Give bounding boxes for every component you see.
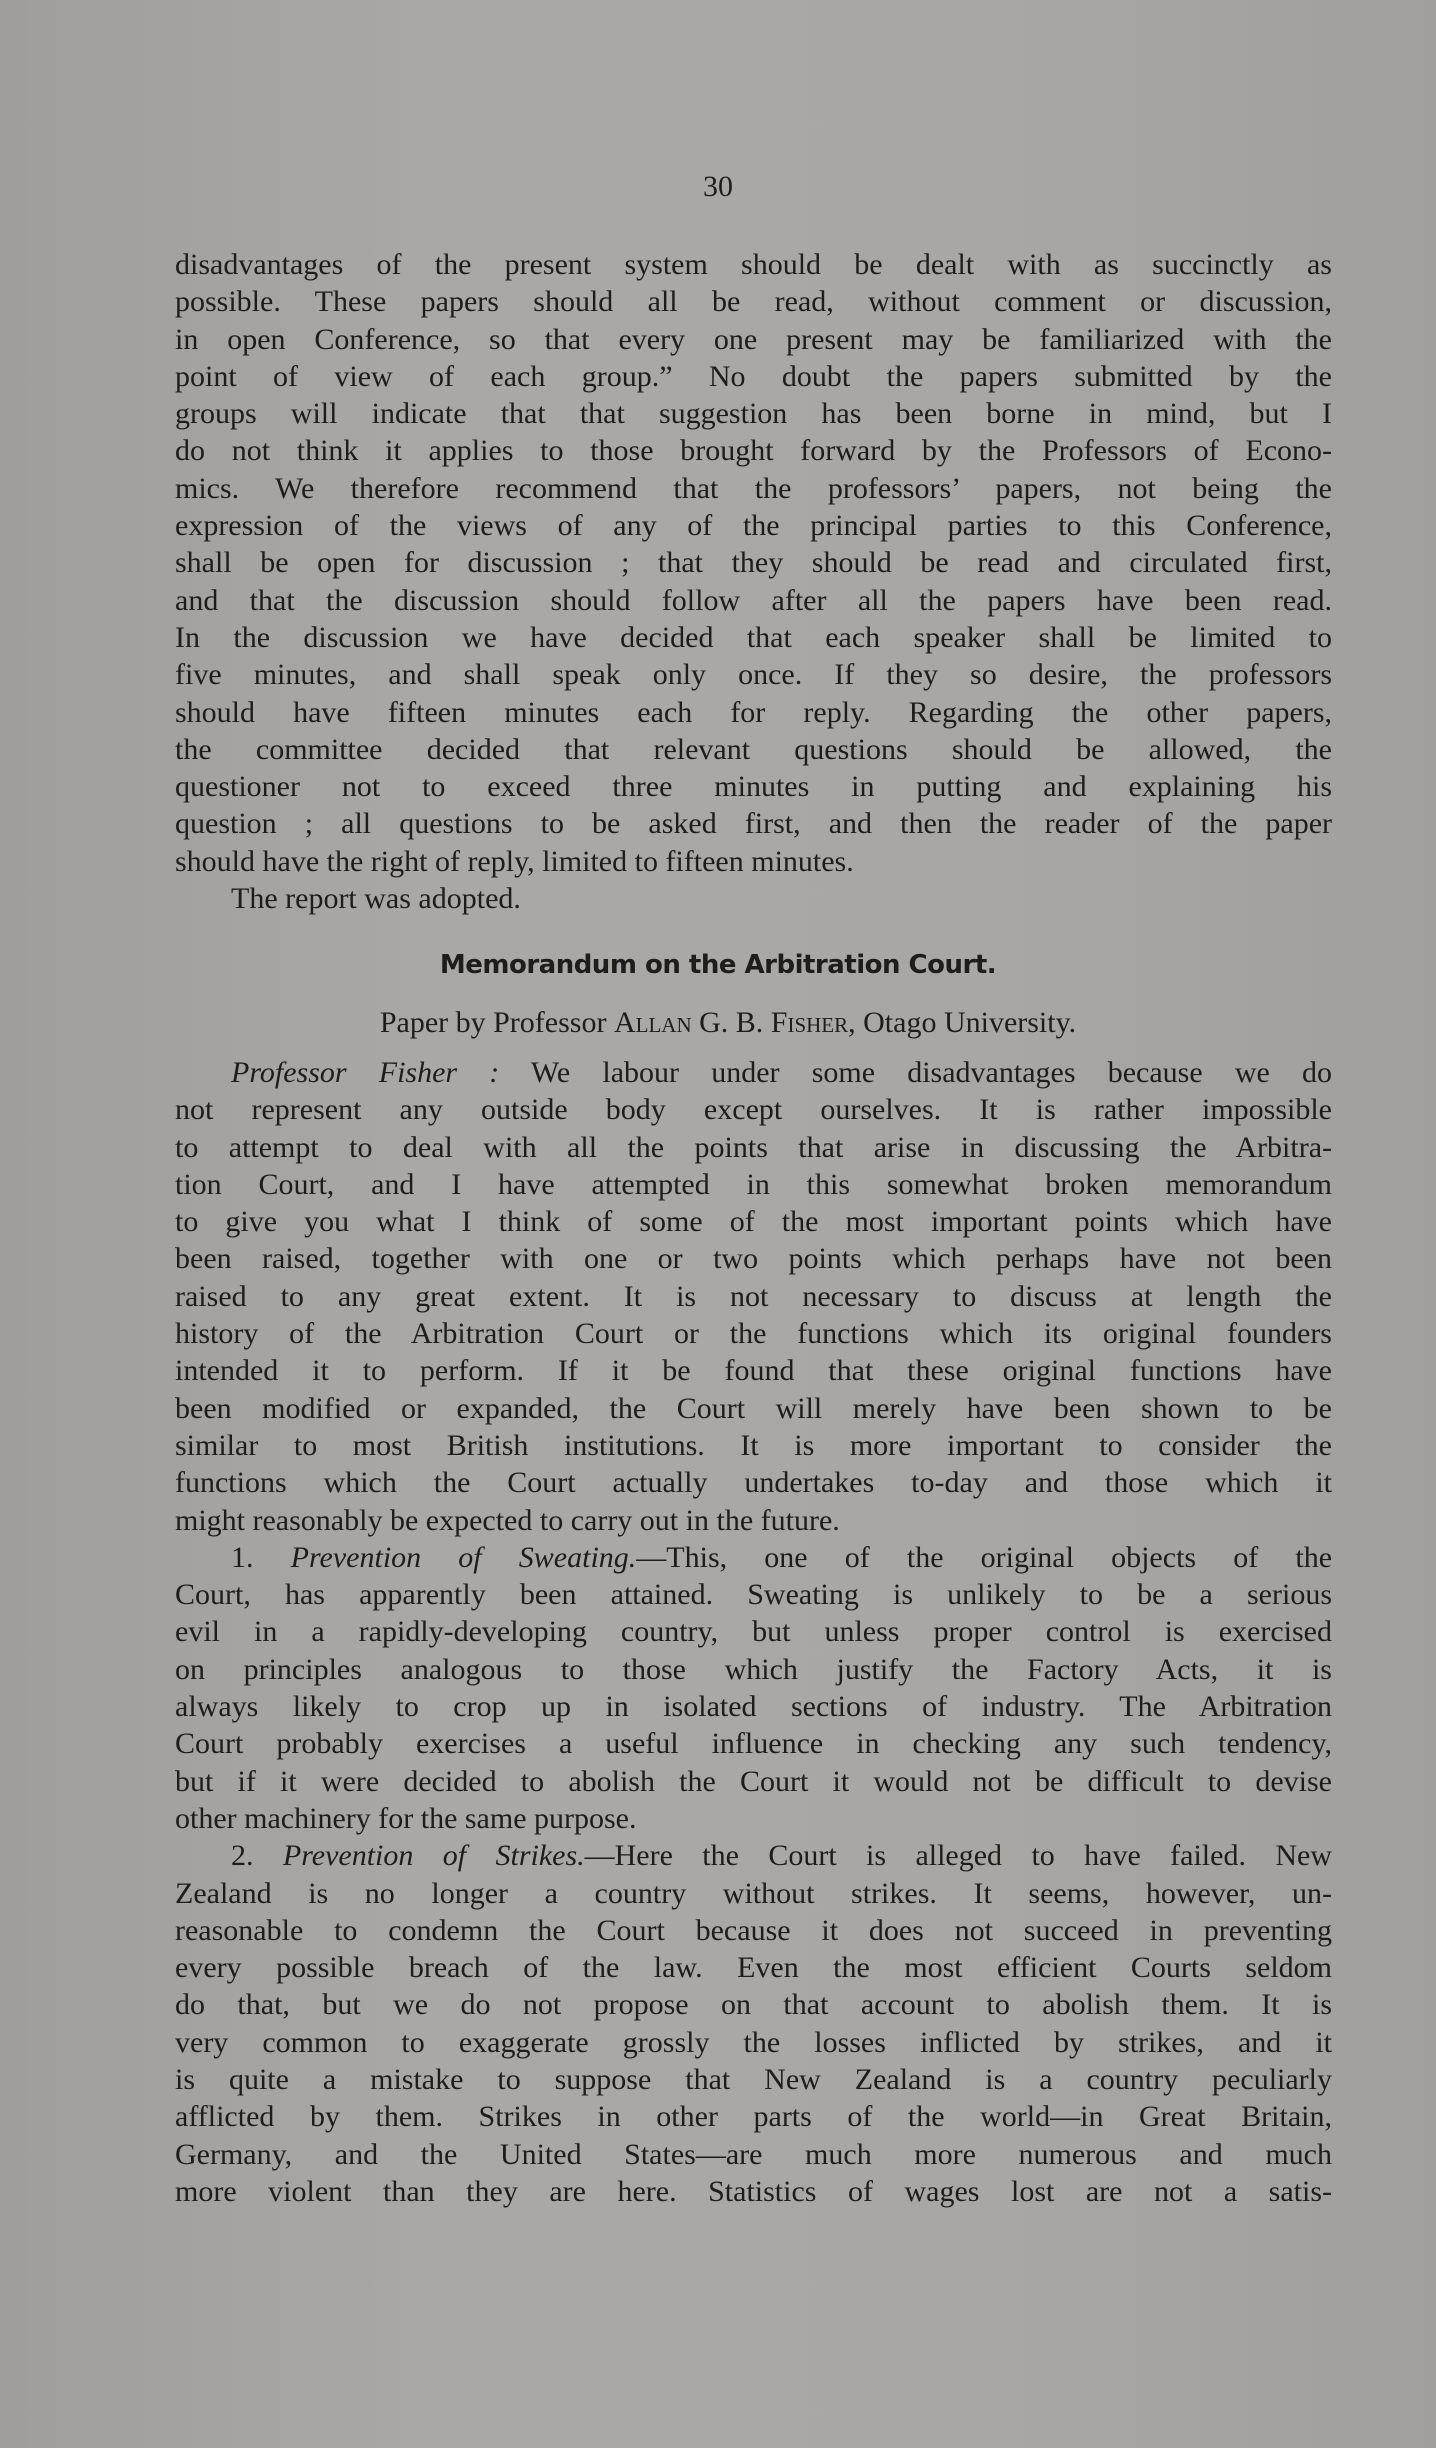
line-text: question ; all questions to be asked first, and then the reader of the paper [175, 807, 1332, 841]
line-text: not represent any outside body except ourselves. It is rather impossible [175, 1093, 1332, 1127]
line-text: should have the right of reply, limited to fifteen minutes. [175, 844, 854, 878]
line-text: We labour under some disadvantages because we do [499, 1056, 1332, 1089]
line-text: is quite a mistake to suppose that New Zealand is a country peculiarly [175, 2063, 1332, 2097]
text-line [175, 1129, 1332, 1166]
text-line [175, 880, 1332, 917]
line-text: but if it were decided to abolish the Court it would not be difficult to devise [175, 1764, 1332, 1798]
line-text: to attempt to deal with all the points that arise in discussing the Arbitra- [175, 1130, 1332, 1164]
text-line [175, 1091, 1332, 1128]
text-line [175, 582, 1332, 619]
line-text: mics. We therefore recommend that the professors’ papers, not being the [175, 471, 1332, 505]
text-line [175, 283, 1332, 320]
text-line [175, 843, 1332, 880]
line-text: —Here the Court is alleged to have failed. New [584, 1839, 1332, 1873]
line-text: every possible breach of the law. Even the most efficient Courts seldom [175, 1951, 1332, 1985]
page-number: 30 [703, 170, 733, 203]
text-line [175, 1390, 1332, 1427]
line-text: always likely to crop up in isolated sections of industry. The Arbitration [175, 1690, 1332, 1724]
text-line [175, 1986, 1332, 2023]
text-line [175, 1240, 1332, 1277]
line-text: do not think it applies to those brought forward by the Professors of Econo- [175, 434, 1332, 468]
text-line [175, 1949, 1332, 1986]
text-line [175, 1875, 1332, 1912]
list-number: 2. [231, 1839, 283, 1873]
line-text: functions which the Court actually undertakes to-day and those which it [175, 1466, 1332, 1500]
byline-prefix: Paper by Professor [379, 1006, 614, 1039]
text-line [175, 470, 1332, 507]
text-line [175, 2024, 1332, 2061]
line-text: questioner not to exceed three minutes in putting and explaining his [175, 770, 1332, 804]
text-line [175, 507, 1332, 544]
line-text: Court probably exercises a useful influence in checking any such tendency, [175, 1727, 1332, 1761]
text-line [175, 358, 1332, 395]
line-text: raised to any great extent. It is not necessary to discuss at length the [175, 1279, 1332, 1313]
text-line [175, 1054, 1332, 1091]
line-text: expression of the views of any of the principal parties to this Conference, [175, 509, 1332, 543]
line-text: afflicted by them. Strikes in other parts of the world—in Great Britain, [175, 2100, 1332, 2134]
line-text: might reasonably be expected to carry out in the future. [175, 1503, 840, 1537]
line-text: been modified or expanded, the Court will merely have been shown to be [175, 1391, 1332, 1425]
line-text: tion Court, and I have attempted in this somewhat broken memorandum [175, 1167, 1332, 1201]
text-line [175, 1688, 1332, 1725]
text-line [175, 694, 1332, 731]
text-line [175, 1539, 1332, 1576]
text-line [175, 1763, 1332, 1800]
text-line [175, 395, 1332, 432]
text-line [175, 1725, 1332, 1762]
text-line [175, 2061, 1332, 2098]
text-line [175, 2136, 1332, 2173]
line-text: reasonable to condemn the Court because it does not succeed in preventing [175, 1913, 1332, 1947]
line-text: groups will indicate that that suggestion has been borne in mind, but I [175, 397, 1332, 431]
text-line [175, 2098, 1332, 2135]
text-line [175, 768, 1332, 805]
italic-lead: Prevention of Strikes. [282, 1839, 585, 1873]
line-text: In the discussion we have decided that each speaker shall be limited to [175, 620, 1332, 654]
line-text: Germany, and the United States—are much more numerous and much [175, 2137, 1332, 2171]
line-text: do that, but we do not propose on that account to abolish them. It is [175, 1988, 1332, 2022]
line-text: and that the discussion should follow after all the papers have been read. [175, 583, 1332, 617]
text-line [175, 246, 1332, 283]
text-line [175, 1427, 1332, 1464]
line-text: intended it to perform. If it be found that these original functions have [175, 1354, 1332, 1388]
line-text: on principles analogous to those which justify the Factory Acts, it is [175, 1652, 1332, 1686]
text-line [175, 1278, 1332, 1315]
line-text: the committee decided that relevant questions should be allowed, the [175, 732, 1332, 766]
text-line [175, 1464, 1332, 1501]
report-text [175, 246, 1332, 917]
line-text: history of the Arbitration Court or the functions which its original founders [175, 1317, 1332, 1351]
text-line [175, 1166, 1332, 1203]
text-line [175, 1203, 1332, 1240]
text-line [175, 1651, 1332, 1688]
line-text: been raised, together with one or two points which perhaps have not been [175, 1242, 1332, 1276]
line-text: in open Conference, so that every one present may be familiarized with the [175, 322, 1332, 356]
text-line [175, 1576, 1332, 1613]
text-line [175, 1502, 1332, 1539]
text-line [175, 2173, 1332, 2210]
text-line [175, 1837, 1332, 1874]
byline-suffix: , Otago University. [848, 1006, 1077, 1039]
text-line [175, 731, 1332, 768]
italic-lead: Professor Fisher : [231, 1056, 500, 1089]
line-text: more violent than they are here. Statistics of wages lost are not a satis- [175, 2174, 1332, 2208]
memorandum-text [175, 1054, 1332, 2210]
byline [0, 1006, 1436, 1040]
text-line [175, 432, 1332, 469]
line-text: Zealand is no longer a country without strikes. It seems, however, un- [175, 1876, 1332, 1910]
text-line [175, 321, 1332, 358]
line-text: —This, one of the original objects of the [636, 1540, 1333, 1574]
text-line [175, 1800, 1332, 1837]
text-line [175, 1912, 1332, 1949]
line-text: very common to exaggerate grossly the losses inflicted by strikes, and it [175, 2025, 1332, 2059]
line-text: evil in a rapidly-developing country, but unless proper control is exercised [175, 1615, 1332, 1649]
line-text: The report was adopted. [231, 882, 521, 916]
line-text: similar to most British institutions. It is more important to consider the [175, 1428, 1332, 1462]
text-line [175, 1613, 1332, 1650]
line-text: possible. These papers should all be read, without comment or discussion, [175, 285, 1332, 319]
line-text: should have fifteen minutes each for reply. Regarding the other papers, [175, 695, 1332, 729]
line-text: shall be open for discussion ; that they should be read and circulated first, [175, 546, 1332, 580]
text-line [175, 1352, 1332, 1389]
line-text: other machinery for the same purpose. [175, 1801, 637, 1835]
author-name: Allan G. B. Fisher [613, 1006, 849, 1039]
line-text: to give you what I think of some of the most important points which have [175, 1205, 1332, 1239]
line-text: Court, has apparently been attained. Sweating is unlikely to be a serious [175, 1578, 1332, 1612]
section-heading: Memorandum on the Arbitration Court. [439, 950, 997, 980]
line-text: disadvantages of the present system should be dealt with as succinctly as [175, 248, 1332, 281]
line-text: point of view of each group.” No doubt the papers submitted by the [175, 359, 1332, 393]
italic-lead: Prevention of Sweating. [290, 1540, 637, 1574]
text-line [175, 805, 1332, 842]
text-line [175, 619, 1332, 656]
text-line [175, 656, 1332, 693]
text-line [175, 544, 1332, 581]
text-line [175, 1315, 1332, 1352]
list-number: 1. [231, 1540, 291, 1574]
line-text: five minutes, and shall speak only once. If they so desire, the professors [175, 658, 1332, 692]
